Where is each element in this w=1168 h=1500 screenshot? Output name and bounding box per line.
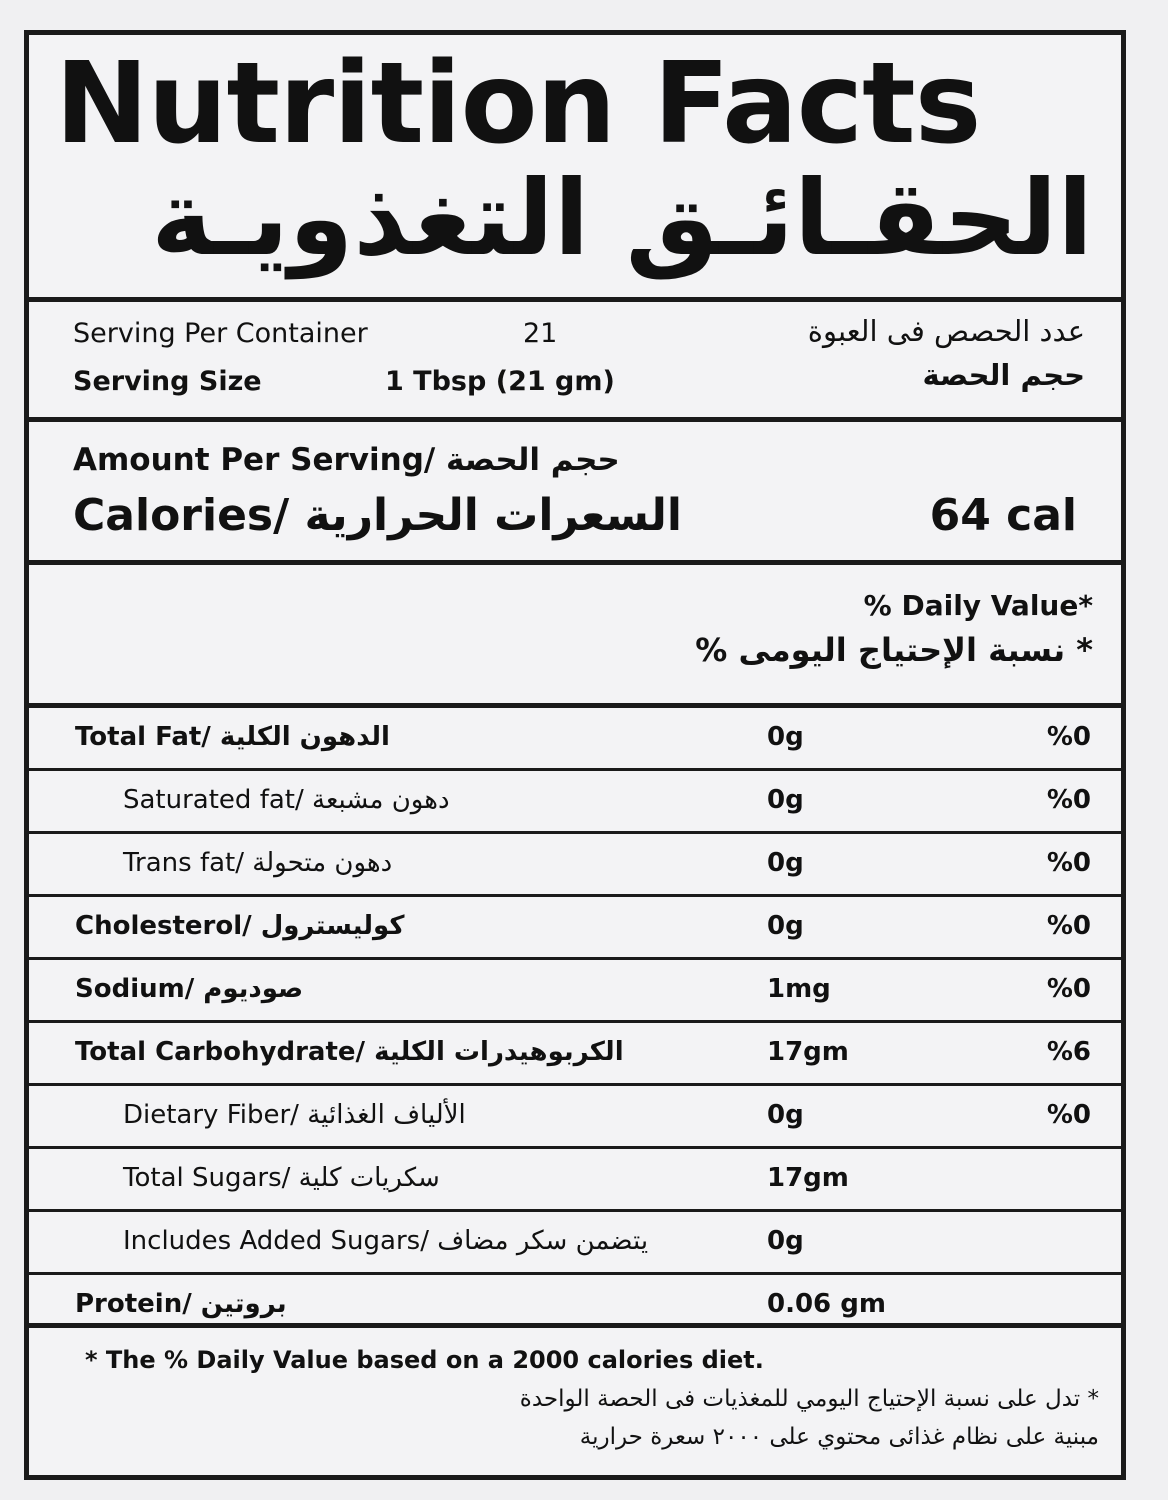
daily-value-heading-english: % Daily Value* — [863, 589, 1093, 622]
nutrient-percent: %6 — [1046, 1037, 1091, 1067]
nutrient-amount: 0g — [767, 1226, 804, 1256]
nutrient-row-sodium — [29, 960, 1121, 1023]
amount-per-serving: Amount Per Serving/ حجم الحصة — [73, 442, 620, 478]
nutrient-name: Total Sugars/ سكريات كلية — [123, 1163, 440, 1193]
nutrient-name: Cholesterol/ كوليسترول — [75, 911, 405, 941]
serving-size-label: Serving Size — [73, 366, 262, 397]
nutrient-percent: %0 — [1046, 848, 1091, 878]
nutrient-row-trans-fat — [29, 834, 1121, 897]
nutrient-row-protein — [29, 1275, 1121, 1335]
nutrient-name: Saturated fat/ دهون مشبعة — [123, 785, 450, 815]
title-arabic: الحقـائـق التغذويـة — [151, 157, 1093, 279]
nutrient-amount: 0g — [767, 722, 804, 752]
nutrient-amount: 0g — [767, 785, 804, 815]
servings-per-container-value: 21 — [523, 318, 558, 349]
nutrient-row-saturated-fat — [29, 771, 1121, 834]
footnote-english: * The % Daily Value based on a 2000 calories diet. — [85, 1346, 764, 1374]
nutrient-name: Trans fat/ دهون متحولة — [123, 848, 393, 878]
nutrient-name: Includes Added Sugars/ يتضمن سكر مضاف — [123, 1226, 649, 1256]
daily-value-section — [29, 565, 1121, 708]
servings-per-container-label: Serving Per Container — [73, 318, 368, 349]
nutrient-percent: %0 — [1046, 974, 1091, 1004]
nutrient-row-dietary-fiber — [29, 1086, 1121, 1149]
title-section — [29, 35, 1121, 302]
nutrient-row-cholesterol — [29, 897, 1121, 960]
calories-label: Calories/ السعرات الحرارية — [73, 490, 683, 541]
nutrition-facts-label — [24, 30, 1126, 1480]
nutrient-name: Total Carbohydrate/ الكربوهيدرات الكلية — [75, 1037, 624, 1067]
footnote-section — [29, 1328, 1121, 1475]
daily-value-heading-arabic: * نسبة الإحتياج اليومى % — [695, 631, 1093, 669]
nutrient-percent: %0 — [1046, 1100, 1091, 1130]
nutrient-percent: %0 — [1046, 911, 1091, 941]
nutrient-amount: 17gm — [767, 1037, 849, 1067]
nutrient-row-total-carbohydrate — [29, 1023, 1121, 1086]
nutrient-amount: 17gm — [767, 1163, 849, 1193]
nutrient-amount: 0g — [767, 1100, 804, 1130]
footnote-arabic-line-1: * تدل على نسبة الإحتياج اليومي للمغذيات فى الحصة الواحدة — [519, 1386, 1099, 1412]
nutrient-name: Protein/ بروتين — [75, 1289, 287, 1319]
nutrient-row-total-fat — [29, 708, 1121, 771]
nutrient-row-added-sugars — [29, 1212, 1121, 1275]
serving-section — [29, 302, 1121, 422]
nutrient-name: Sodium/ صوديوم — [75, 974, 304, 1004]
nutrient-amount: 1mg — [767, 974, 831, 1004]
serving-size-value: 1 Tbsp (21 gm) — [385, 366, 615, 397]
serving-size-arabic: حجم الحصة — [922, 358, 1085, 392]
nutrient-name: Total Fat/ الدهون الكلية — [75, 722, 390, 752]
nutrient-percent: %0 — [1046, 722, 1091, 752]
footnote-arabic-line-2: مبنية على نظام غذائى محتوي على ٢٠٠٠ سعرة حرارية — [579, 1424, 1099, 1450]
calories-value: 64 cal — [929, 490, 1077, 541]
nutrient-amount: 0g — [767, 848, 804, 878]
nutrient-name: Dietary Fiber/ الألياف الغذائية — [123, 1100, 466, 1130]
nutrient-row-total-sugars — [29, 1149, 1121, 1212]
title-english: Nutrition Facts — [55, 39, 981, 169]
nutrient-amount: 0.06 gm — [767, 1289, 886, 1319]
calories-section — [29, 422, 1121, 565]
nutrient-table — [29, 708, 1121, 1328]
servings-per-container-arabic: عدد الحصص فى العبوة — [807, 314, 1085, 348]
nutrient-percent: %0 — [1046, 785, 1091, 815]
nutrient-amount: 0g — [767, 911, 804, 941]
